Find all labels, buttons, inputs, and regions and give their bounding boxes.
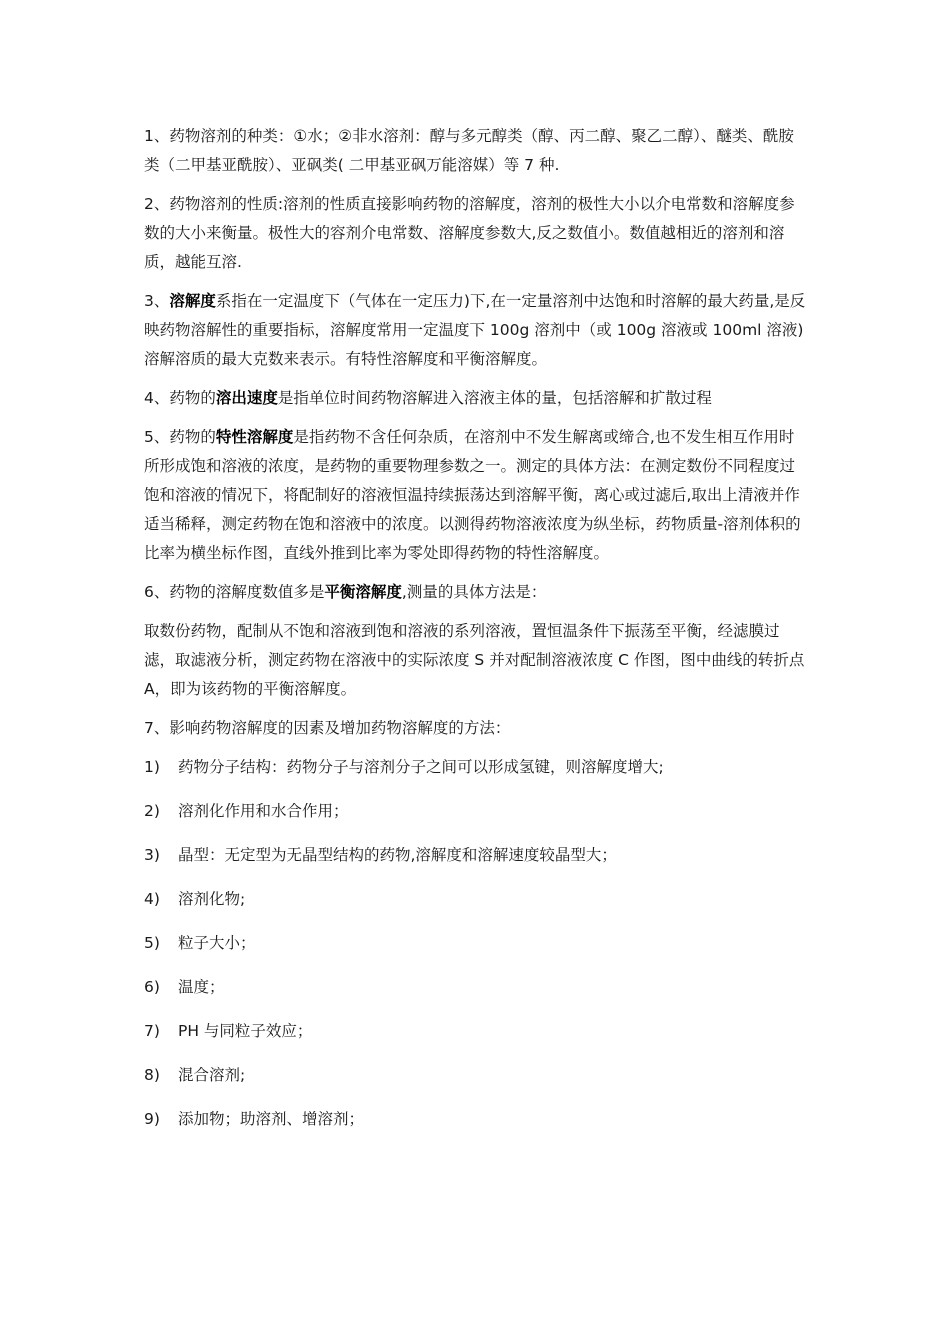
paragraph-section	[144, 122, 808, 743]
list-item-number: 3)	[144, 846, 160, 864]
list-item-text: 混合溶剂;	[178, 1066, 246, 1084]
bold-term: 平衡溶解度	[324, 583, 402, 601]
text-segment: 4、药物的	[144, 389, 216, 407]
list-item	[144, 841, 808, 870]
list-item-number: 6)	[144, 978, 160, 996]
text-segment: 6、药物的溶解度数值多是	[144, 583, 325, 601]
list-item-text: 温度；	[178, 978, 225, 996]
factor-list	[144, 753, 808, 1134]
list-item	[144, 885, 808, 914]
text-segment: 系指在一定温度下（气体在一定压力)下,在一定量溶剂中达饱和时溶解的最大药量,是反映药物溶解性的重要指标，溶解度常用一定温度下 100g 溶剂中（或 100g 溶液或 100ml 溶液)溶解溶质的最大克数来表示。有特性溶解度和平衡溶解度。	[144, 292, 806, 368]
paragraph	[144, 287, 808, 374]
paragraph	[144, 617, 808, 704]
list-item-text: 晶型：无定型为无晶型结构的药物,溶解度和溶解速度较晶型大；	[178, 846, 617, 864]
list-item	[144, 797, 808, 826]
paragraph	[144, 122, 808, 180]
text-segment: 取数份药物，配制从不饱和溶液到饱和溶液的系列溶液，置恒温条件下振荡至平衡，经滤膜过滤，取滤液分析，测定药物在溶液中的实际浓度 S 并对配制溶液浓度 C 作图，图中曲线的转折点 A，即为该药物的平衡溶解度。	[144, 622, 805, 698]
bold-term: 特性溶解度	[215, 428, 294, 446]
list-item	[144, 1017, 808, 1046]
paragraph	[144, 578, 808, 607]
text-segment: 2、药物溶剂的性质:溶剂的性质直接影响药物的溶解度，溶剂的极性大小以介电常数和溶解度参数的大小来衡量。极性大的容剂介电常数、溶解度参数大,反之数值小。数值越相近的溶剂和溶质，越能互溶.	[144, 195, 795, 271]
list-item	[144, 973, 808, 1002]
list-item-number: 2)	[144, 802, 160, 820]
list-item	[144, 1061, 808, 1090]
bold-term: 溶解度	[169, 292, 216, 310]
bold-term: 溶出速度	[215, 389, 278, 407]
paragraph	[144, 190, 808, 277]
text-segment: ,测量的具体方法是：	[401, 583, 547, 601]
list-item	[144, 753, 808, 782]
list-item-text: 药物分子结构：药物分子与溶剂分子之间可以形成氢键，则溶解度增大;	[178, 758, 664, 776]
paragraph	[144, 384, 808, 413]
paragraph	[144, 714, 808, 743]
list-item-text: 溶剂化作用和水合作用；	[178, 802, 349, 820]
list-item-number: 4)	[144, 890, 160, 908]
text-segment: 7、影响药物溶解度的因素及增加药物溶解度的方法：	[144, 719, 511, 737]
text-segment: 3、	[144, 292, 170, 310]
list-item-text: 溶剂化物;	[178, 890, 246, 908]
list-item-number: 7)	[144, 1022, 160, 1040]
list-item-number: 9)	[144, 1110, 160, 1128]
list-item-number: 5)	[144, 934, 160, 952]
text-segment: 1、药物溶剂的种类：①水；②非水溶剂：醇与多元醇类（醇、丙二醇、聚乙二醇）、醚类、酰胺类（二甲基亚酰胺）、亚砜类( 二甲基亚砜万能溶媒）等 7 种.	[144, 127, 794, 174]
text-segment: 是指药物不含任何杂质，在溶剂中不发生解离或缔合,也不发生相互作用时所形成饱和溶液的浓度，是药物的重要物理参数之一。测定的具体方法：在测定数份不同程度过饱和溶液的情况下，将配制好的溶液恒温持续振荡达到溶解平衡，离心或过滤后,取出上清液并作适当稀释，测定药物在饱和溶液中的浓度。以测得药物溶液浓度为纵坐标，药物质量-溶剂体积的比率为横坐标作图，直线外推到比率为零处即得药物的特性溶解度。	[144, 428, 801, 562]
list-item-text: PH 与同粒子效应；	[178, 1022, 313, 1040]
list-item-text: 粒子大小；	[178, 934, 256, 952]
list-item	[144, 1105, 808, 1134]
paragraph	[144, 423, 808, 568]
list-item-number: 8)	[144, 1066, 160, 1084]
text-segment: 5、药物的	[144, 428, 216, 446]
text-segment: 是指单位时间药物溶解进入溶液主体的量，包括溶解和扩散过程	[277, 389, 712, 407]
list-item	[144, 929, 808, 958]
list-item-number: 1)	[144, 758, 160, 776]
list-item-text: 添加物；助溶剂、增溶剂；	[178, 1110, 365, 1128]
